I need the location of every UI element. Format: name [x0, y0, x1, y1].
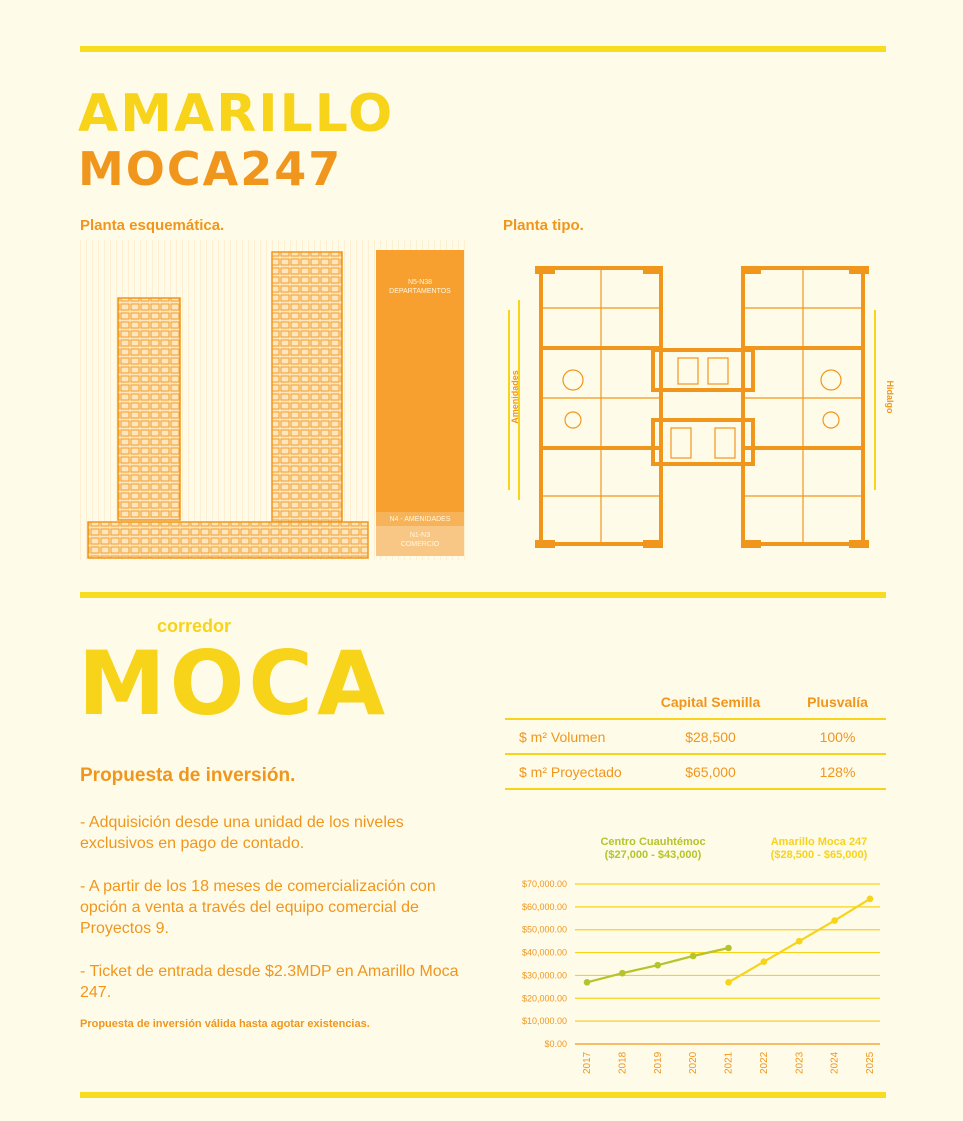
data-point	[584, 979, 591, 986]
x-tick-label: 2022	[758, 1051, 770, 1074]
middle-rule	[80, 592, 886, 598]
row-label: $ m² Volumen	[505, 719, 632, 754]
y-tick-label: $20,000.00	[521, 993, 567, 1004]
title-amarillo: AMARILLO	[78, 84, 395, 144]
legend-amarillo: Amarillo Moca 247 ($28,500 - $65,000)	[770, 836, 868, 861]
data-point	[796, 938, 803, 945]
data-point	[867, 896, 874, 903]
proposal-note: Propuesta de inversión válida hasta agotar existencias.	[80, 1018, 370, 1030]
tower-right	[272, 252, 342, 522]
corridor-small: corredor	[157, 616, 232, 636]
x-tick-label: 2017	[582, 1051, 593, 1074]
col-label-header	[505, 686, 632, 719]
data-point	[690, 953, 697, 960]
proposal-point-3: - Ticket de entrada desde $2.3MDP en Amarillo Moca 247.	[80, 963, 459, 1001]
proposal-title: Propuesta de inversión.	[80, 765, 296, 786]
investment-table	[505, 686, 886, 790]
typical-plan-title: Planta tipo.	[503, 217, 584, 234]
data-point	[654, 962, 661, 969]
typical-floor-plan	[503, 240, 883, 570]
top-rule	[80, 46, 886, 52]
title-moca247: MOCA247	[78, 142, 343, 196]
x-tick-label: 2024	[829, 1051, 841, 1074]
table-header-row	[505, 686, 886, 719]
x-tick-label: 2019	[652, 1051, 664, 1074]
y-tick-label: $30,000.00	[521, 970, 567, 981]
podium	[88, 522, 368, 558]
col-capital-header: Capital Semilla	[632, 686, 789, 719]
row-plusvalia: 100%	[789, 719, 886, 754]
data-point	[725, 945, 732, 952]
table-row	[505, 719, 886, 754]
corridor-moca: MOCA	[78, 632, 390, 735]
y-tick-label: $60,000.00	[521, 901, 567, 912]
data-point	[761, 958, 768, 965]
commerce-level: N1-N3 COMERCIO	[400, 532, 440, 548]
row-label: $ m² Proyectado	[505, 754, 632, 789]
col-plusvalia-header: Plusvalía	[789, 686, 886, 719]
tower-left	[118, 298, 180, 520]
row-capital: $65,000	[632, 754, 789, 789]
x-tick-label: 2018	[617, 1051, 629, 1074]
chart-plot	[505, 832, 886, 1082]
levels-top: N5-N38 DEPARTAMENTOS	[389, 279, 451, 295]
x-tick-label: 2023	[794, 1051, 806, 1074]
legend-centro: Centro Cuauhtémoc ($27,000 - $43,000)	[600, 836, 706, 861]
row-plusvalia: 128%	[789, 754, 886, 789]
price-chart	[505, 832, 886, 1082]
schematic-title: Planta esquemática.	[80, 217, 225, 234]
x-tick-label: 2021	[723, 1051, 735, 1074]
data-point	[619, 970, 626, 977]
proposal-point-2: - A partir de los 18 meses de comercialización con opción a venta a través del equipo comercial de Proyectos 9.	[80, 878, 436, 937]
y-tick-label: $0.00	[544, 1039, 567, 1049]
row-capital: $28,500	[632, 719, 789, 754]
table-row	[505, 754, 886, 789]
y-tick-label: $50,000.00	[521, 924, 567, 935]
y-tick-label: $70,000.00	[521, 879, 567, 889]
data-point	[725, 979, 732, 986]
data-point	[831, 917, 838, 924]
amenities-side-label: Amenidades	[510, 370, 520, 424]
bottom-rule	[80, 1092, 886, 1098]
x-tick-label: 2025	[865, 1051, 876, 1074]
y-tick-label: $10,000.00	[521, 1016, 567, 1027]
y-tick-label: $40,000.00	[521, 947, 567, 958]
amenities-level: N4 - AMENIDADES	[389, 516, 451, 523]
x-tick-label: 2020	[688, 1051, 700, 1074]
hidalgo-side-label: Hidalgo	[885, 380, 895, 414]
proposal-point-1: - Adquisición desde una unidad de los niveles exclusivos en pago de contado.	[80, 814, 404, 852]
